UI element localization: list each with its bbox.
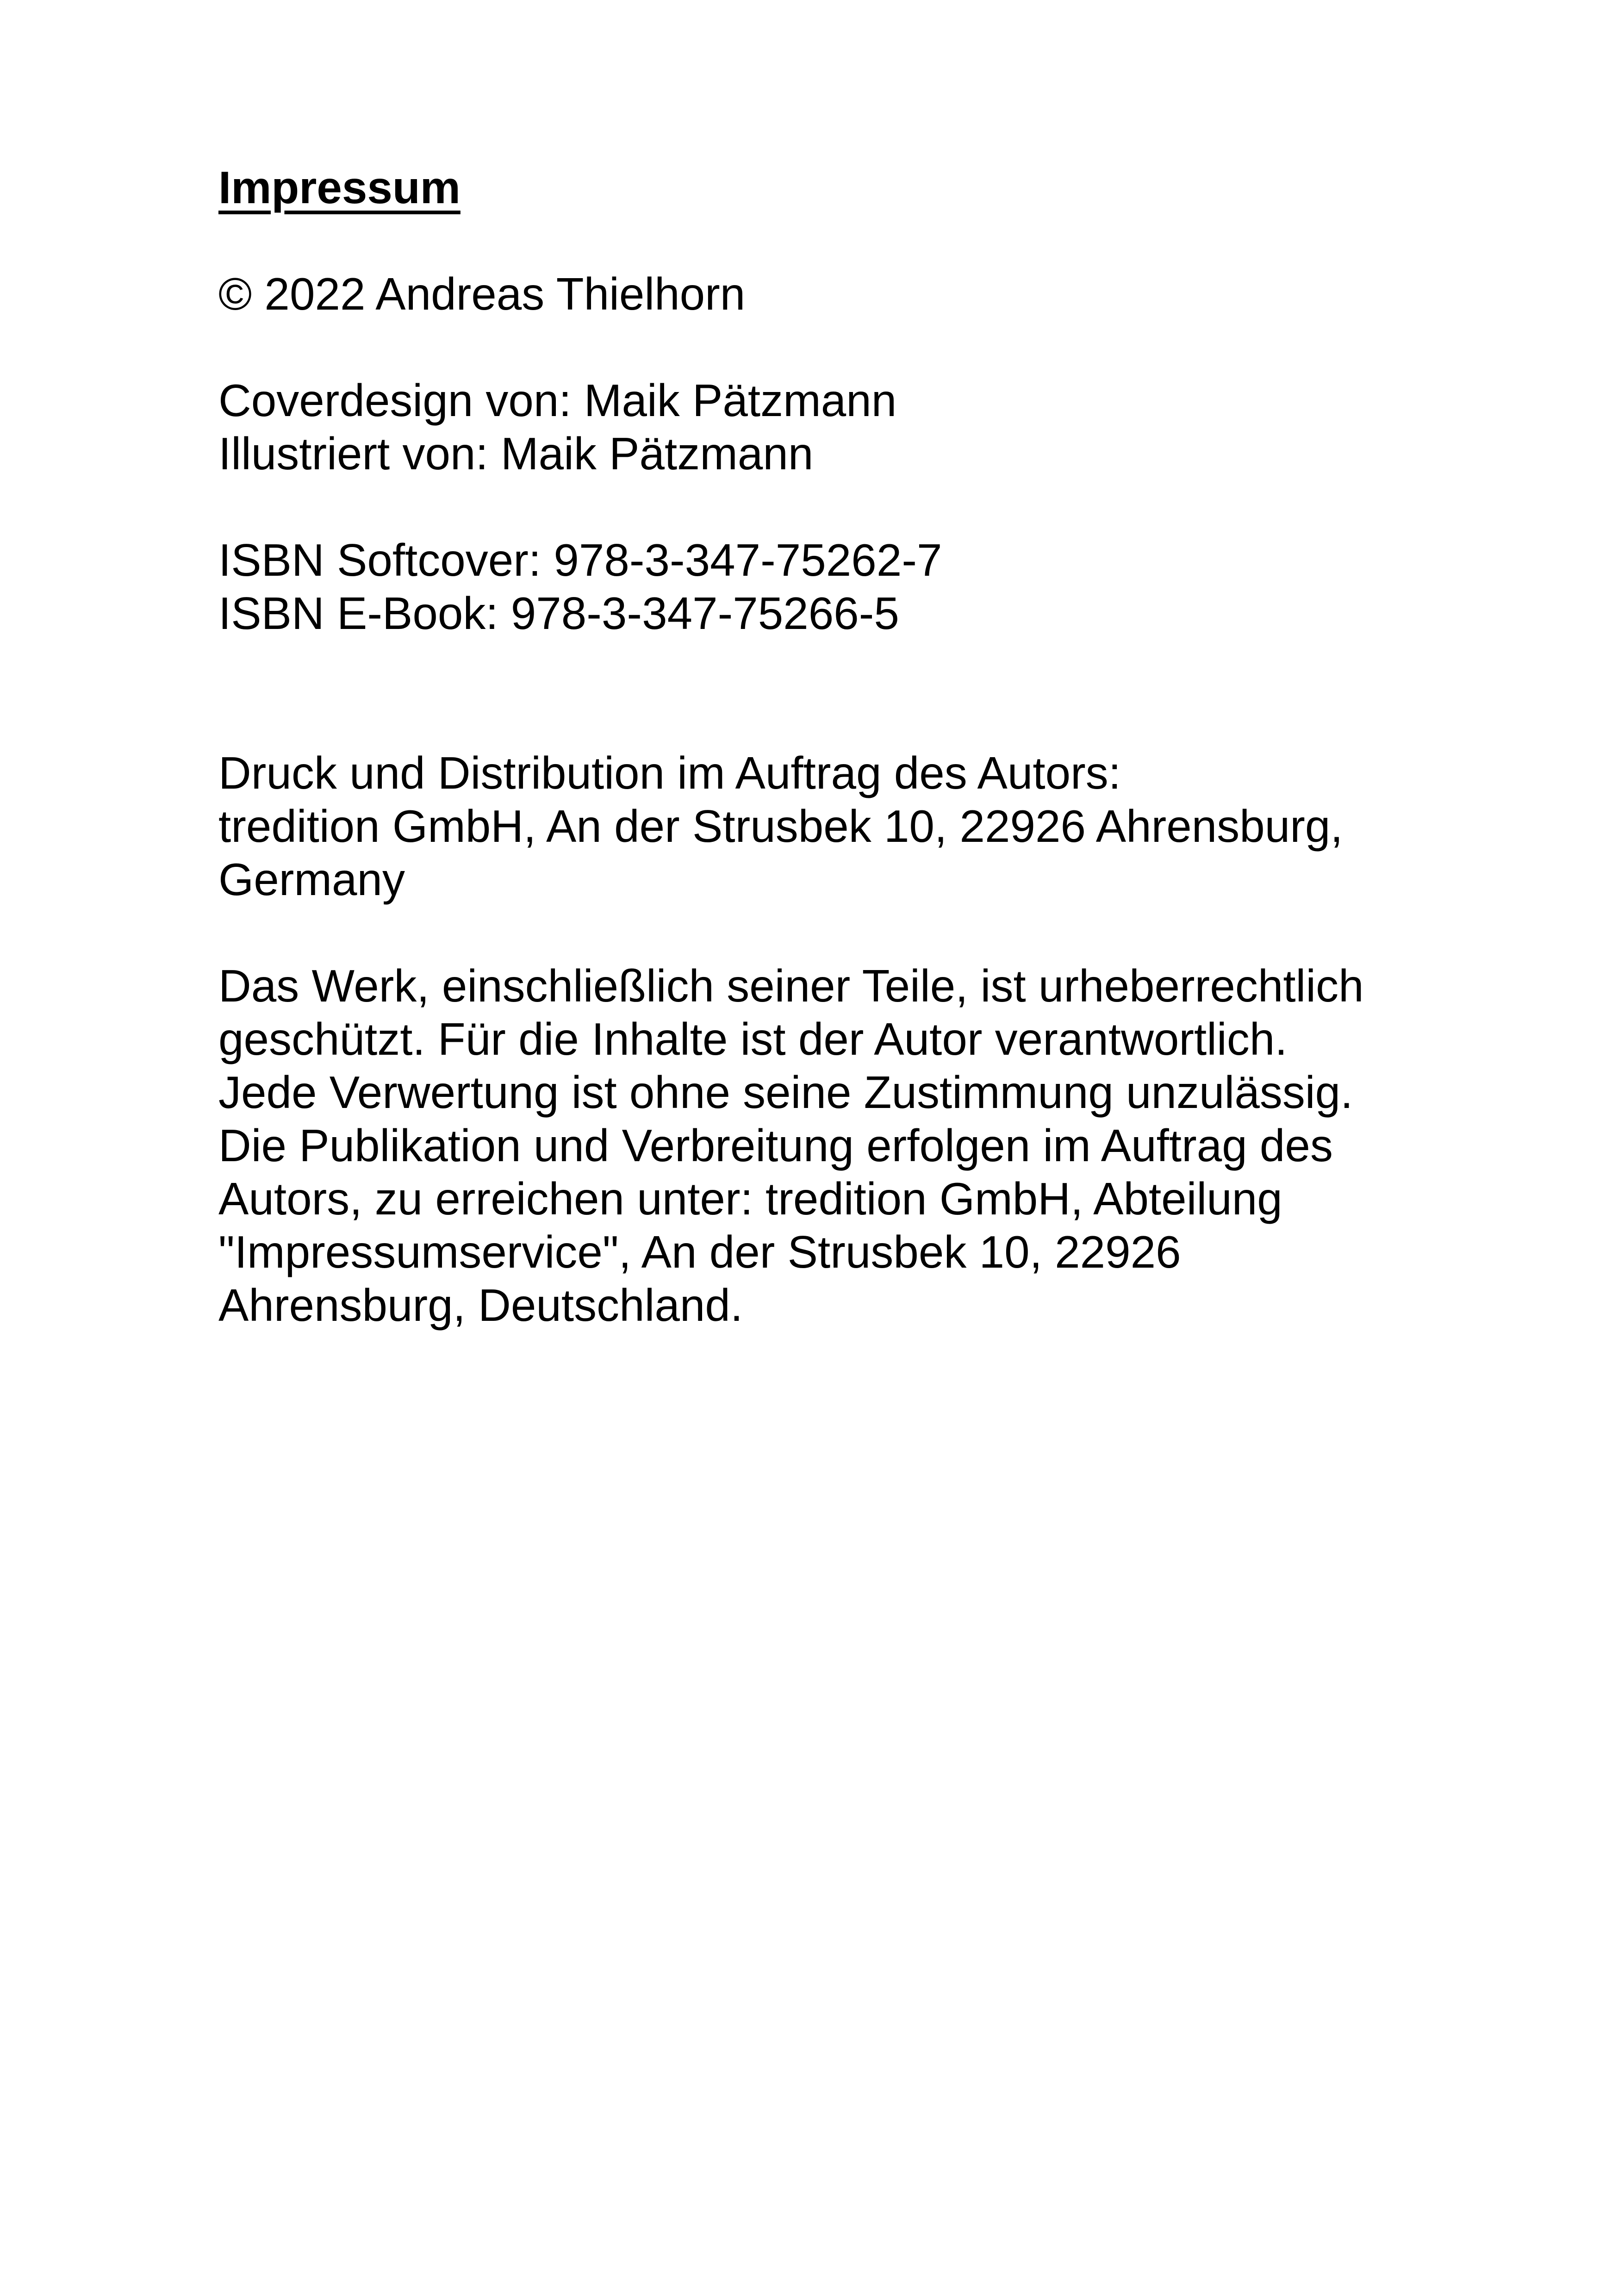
- rights-notice-line: "Impressumservice", An der Strusbek 10, 22926: [218, 1226, 1181, 1277]
- spacer: [218, 214, 1445, 268]
- rights-notice-line: Jede Verwertung ist ohne seine Zustimmung unzulässig.: [218, 1067, 1353, 1118]
- rights-notice-block: [218, 959, 1445, 1332]
- cover-credit: Coverdesign von: Maik Pätzmann: [218, 375, 897, 426]
- rights-notice-line: geschützt. Für die Inhalte ist der Autor verantwortlich.: [218, 1014, 1288, 1064]
- spacer: [218, 321, 1445, 374]
- imprint-content: [218, 161, 1445, 1332]
- isbn-ebook: ISBN E-Book: 978-3-347-75266-5: [218, 588, 899, 639]
- page-title: Impressum: [218, 162, 461, 213]
- copyright-line: © 2022 Andreas Thielhorn: [218, 268, 746, 319]
- rights-notice-line: Die Publikation und Verbreitung erfolgen im Auftrag des: [218, 1120, 1333, 1171]
- print-distribution-line: tredition GmbH, An der Strusbek 10, 22926 Ahrensburg,: [218, 801, 1343, 852]
- print-distribution-line: Druck und Distribution im Auftrag des Autors:: [218, 747, 1121, 798]
- print-distribution-block: [218, 747, 1445, 906]
- spacer: [218, 480, 1445, 534]
- print-distribution-line: Germany: [218, 854, 405, 905]
- rights-notice-line: Autors, zu erreichen unter: tredition GmbH, Abteilung: [218, 1173, 1282, 1224]
- spacer: [218, 640, 1445, 747]
- isbn-softcover: ISBN Softcover: 978-3-347-75262-7: [218, 535, 942, 585]
- spacer: [218, 906, 1445, 959]
- rights-notice-line: Ahrensburg, Deutschland.: [218, 1280, 743, 1331]
- illustration-credit: Illustriert von: Maik Pätzmann: [218, 428, 814, 479]
- rights-notice-line: Das Werk, einschließlich seiner Teile, ist urheberrechtlich: [218, 960, 1364, 1011]
